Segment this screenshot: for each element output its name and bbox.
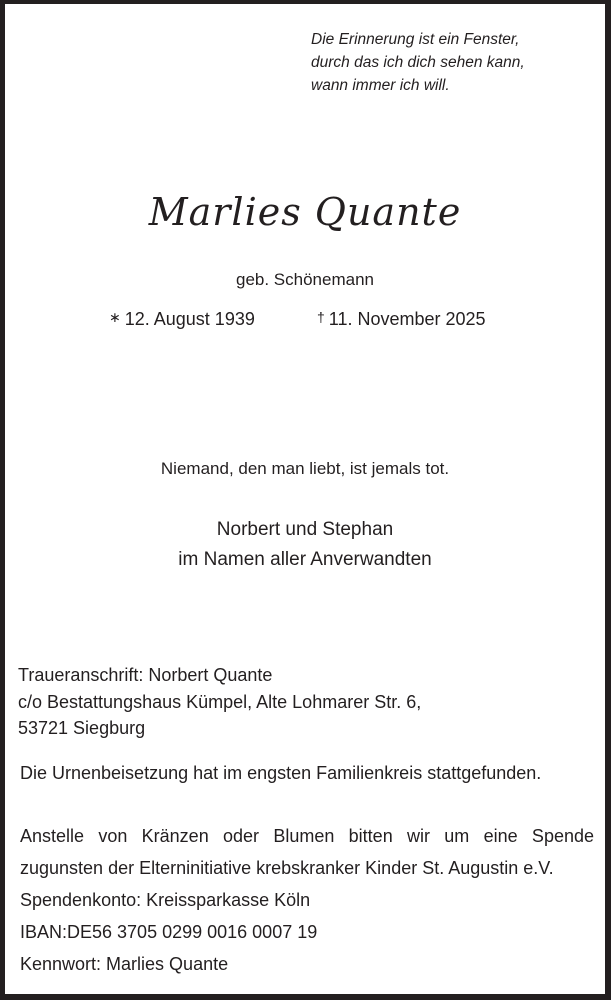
donation-iban: IBAN:DE56 3705 0299 0016 0007 19: [20, 922, 318, 942]
donation-text: Anstelle von Kränzen oder Blumen bitten wir um eine Spende: [20, 826, 594, 846]
address-line: Traueranschrift: Norbert Quante: [18, 665, 273, 685]
mourning-address: [18, 662, 421, 742]
obituary-card: [5, 4, 605, 994]
donation-account: Spendenkonto: Kreissparkasse Köln: [20, 890, 311, 910]
birth-date: [109, 309, 255, 330]
address-line: 53721 Siegburg: [18, 718, 146, 738]
donation-keyword: Kennwort: Marlies Quante: [20, 954, 229, 974]
death-date-text: 11. November 2025: [328, 309, 486, 329]
family-signature: [5, 515, 605, 575]
death-date: [317, 309, 486, 330]
family-relatives: im Namen aller Anverwandten: [178, 549, 432, 570]
donation-request: [20, 820, 594, 980]
donation-text: zugunsten der Elterninitiative krebskranker Kinder St. Augustin e.V.: [20, 858, 554, 878]
deceased-name: Marlies Quante: [148, 190, 462, 234]
poem-line: Die Erinnerung ist ein Fenster,: [311, 31, 520, 48]
birth-date-text: 12. August 1939: [124, 309, 255, 329]
family-names: Norbert und Stephan: [216, 519, 394, 540]
poem: [311, 28, 525, 97]
death-cross-icon: †: [317, 309, 325, 325]
poem-line: wann immer ich will.: [311, 77, 450, 94]
poem-line: durch das ich dich sehen kann,: [311, 54, 525, 71]
address-line: c/o Bestattungshaus Kümpel, Alte Lohmarer Str. 6,: [18, 691, 422, 712]
birth-star-icon: ∗: [109, 309, 121, 325]
memorial-quote: Niemand, den man liebt, ist jemals tot.: [160, 459, 450, 478]
urn-notice: Die Urnenbeisetzung hat im engsten Familienkreis stattgefunden.: [20, 763, 542, 783]
maiden-name: geb. Schönemann: [236, 270, 374, 289]
